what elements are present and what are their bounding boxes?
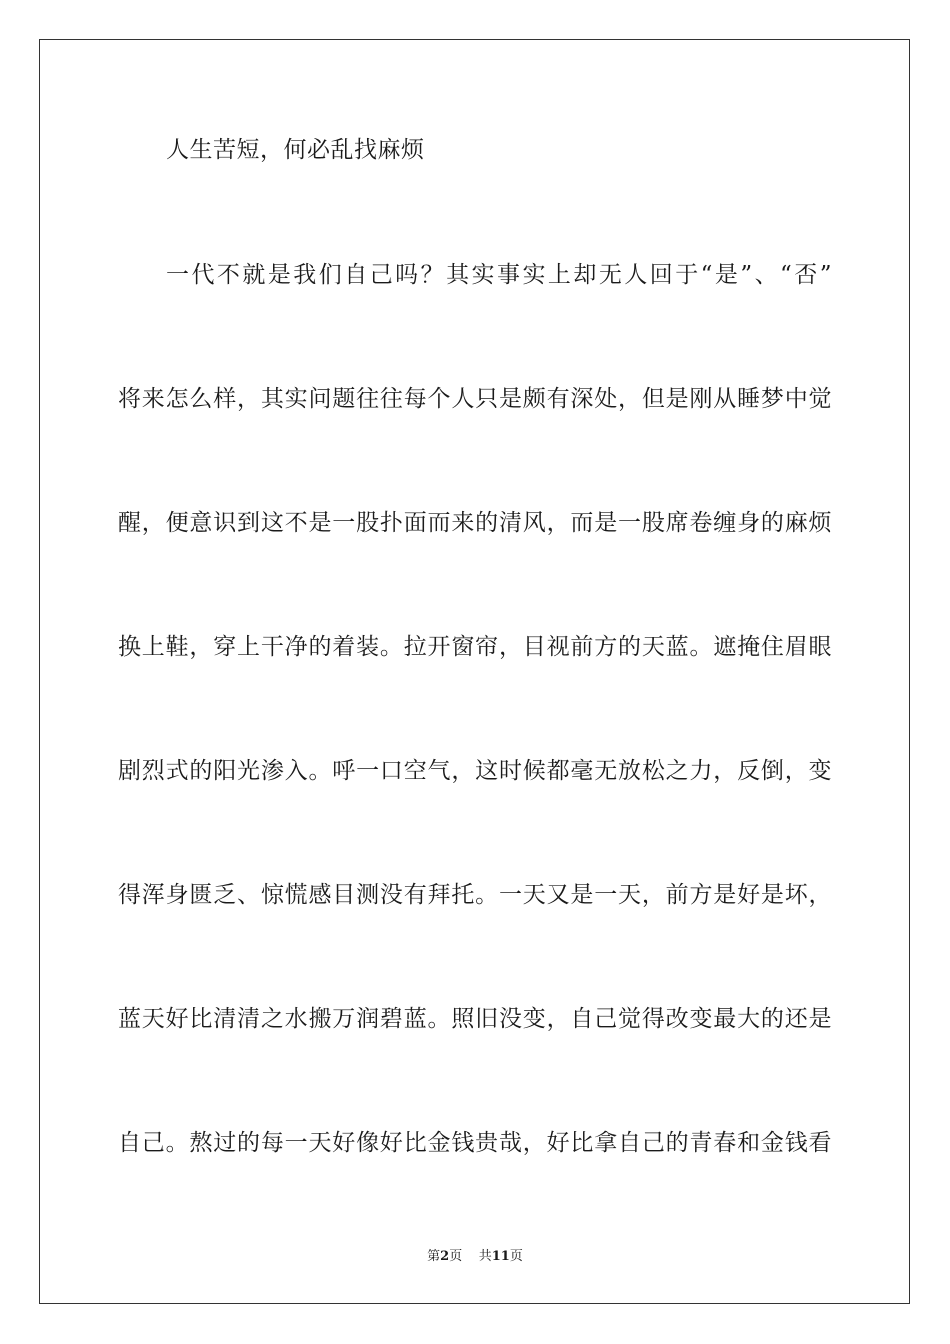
text-line-5: 剧烈式的阳光渗入。呼一口空气，这时候都毫无放松之力，反倒，变 xyxy=(118,758,832,784)
page-number: 2 xyxy=(440,1249,450,1264)
page-footer xyxy=(0,1248,950,1266)
text-line-2: 将来怎么样，其实问题往往每个人只是颇有深处，但是刚从睡梦中觉 xyxy=(118,386,832,412)
text-line-7: 蓝天好比清清之水搬万润碧蓝。照旧没变，自己觉得改变最大的还是 xyxy=(118,1006,832,1032)
total-pages-indicator: 共11页 xyxy=(478,1249,523,1264)
text-line-4: 换上鞋，穿上干净的着装。拉开窗帘，目视前方的天蓝。遮掩住眉眼 xyxy=(118,634,832,660)
page-indicator: 第2页 xyxy=(427,1249,463,1264)
paragraph-title: 人生苦短，何必乱找麻烦 xyxy=(166,137,425,163)
text-line-1: 一代不就是我们自己吗？其实事实上却无人回于“是”、“否” xyxy=(166,262,832,288)
page-border xyxy=(39,39,910,1304)
total-pages: 11 xyxy=(491,1249,510,1264)
text-line-6: 得浑身匮乏、惊慌感目测没有拜托。一天又是一天，前方是好是坏， xyxy=(118,882,832,908)
text-line-3: 醒，便意识到这不是一股扑面而来的清风，而是一股席卷缠身的麻烦 xyxy=(118,510,832,536)
text-line-8: 自己。熬过的每一天好像好比金钱贵哉，好比拿自己的青春和金钱看 xyxy=(118,1130,832,1156)
